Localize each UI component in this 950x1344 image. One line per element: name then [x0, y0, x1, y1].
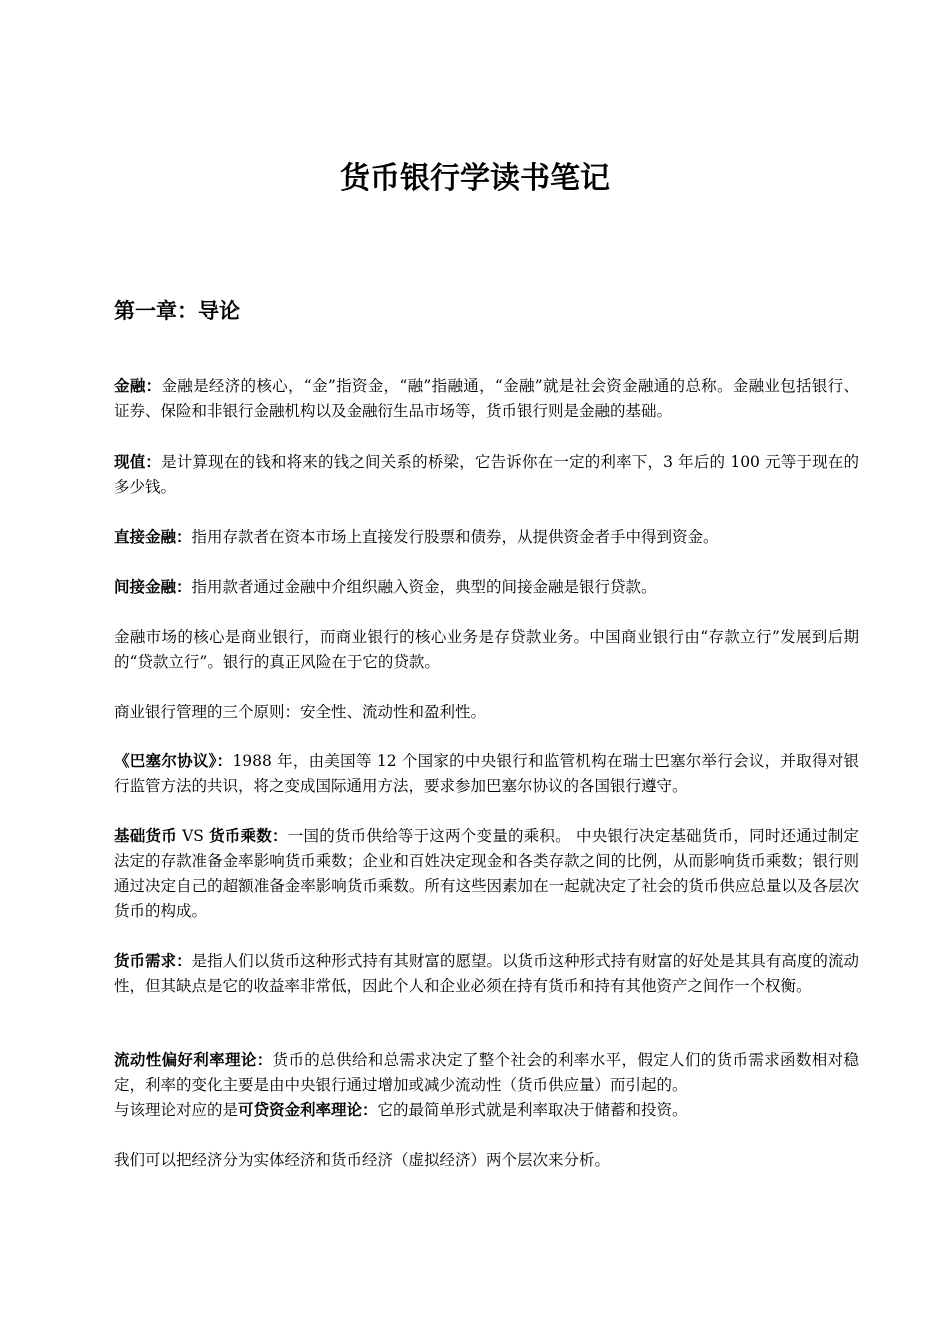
- paragraph-direct-finance: [114, 525, 859, 550]
- paragraph-text: 货币的总供给和总需求决定了整个社会的利率水平，假定人们的货币需求函数相对稳定，利率的变化主要是由中央银行通过增加或减少流动性（货币供应量）而引起的。: [114, 1051, 859, 1094]
- paragraph-text: 指用存款者在资本市场上直接发行股票和债券，从提供资金者手中得到资金。: [191, 528, 719, 546]
- paragraph-text: 一国的货币供给等于这两个变量的乘积。 中央银行决定基础货币，同时还通过制定法定的存款准备金率影响货币乘数；企业和百姓决定现金和各类存款之间的比例，从而影响货币乘数；银行则通过决定自己的超额准备金率影响货币乘数。所有这些因素加在一起就决定了社会的货币供应总量以及各层次货币的构成。: [114, 827, 859, 920]
- paragraph-indirect-finance: [114, 575, 859, 600]
- paragraph-monetary-base: [114, 824, 859, 924]
- term-label: 直接金融：: [114, 528, 192, 546]
- document-title: 货币银行学读书笔记: [340, 161, 610, 196]
- paragraph-text: 1988 年，由美国等 12 个国家的中央银行和监管机构在瑞士巴塞尔举行会议，并取得对银行监管方法的共识，将之变成国际通用方法，要求参加巴塞尔协议的各国银行遵守。: [114, 752, 859, 795]
- paragraph-finance: [114, 374, 859, 424]
- paragraph-text: 它的最简单形式就是利率取决于储蓄和投资。: [377, 1101, 688, 1119]
- term-label: 现值：: [114, 453, 162, 471]
- term-label: 金融：: [114, 377, 162, 395]
- paragraph-money-demand: [114, 949, 859, 999]
- paragraph-prefix: 与该理论对应的是: [114, 1101, 239, 1119]
- term-label: 间接金融：: [114, 578, 192, 596]
- term-label-b: 货币乘数：: [209, 827, 288, 845]
- paragraph-basel-accord: [114, 749, 859, 799]
- paragraph-economy-levels: [114, 1148, 859, 1173]
- term-connector: VS: [176, 827, 210, 845]
- term-label-a: 基础货币: [114, 827, 177, 845]
- paragraph-text: 商业银行管理的三个原则：安全性、流动性和盈利性。: [114, 703, 487, 721]
- paragraph-loanable-funds: [114, 1098, 859, 1123]
- paragraph-liquidity-preference: [114, 1048, 859, 1098]
- term-label: 流动性偏好利率理论：: [114, 1051, 273, 1069]
- paragraph-text: 是指人们以货币这种形式持有其财富的愿望。以货币这种形式持有财富的好处是其具有高度的流动性，但其缺点是它的收益率非常低，因此个人和企业必须在持有货币和持有其他资产之间作一个权衡。: [114, 952, 859, 995]
- paragraph-text: 指用款者通过金融中介组织融入资金，典型的间接金融是银行贷款。: [191, 578, 657, 596]
- term-label: 《巴塞尔协议》：: [114, 752, 233, 770]
- paragraph-commercial-banks: [114, 625, 859, 675]
- term-label: 可贷资金利率理论：: [238, 1101, 378, 1119]
- paragraph-bank-principles: [114, 700, 859, 725]
- paragraph-text: 金融市场的核心是商业银行，而商业银行的核心业务是存贷款业务。中国商业银行由“存款立行”发展到后期的“贷款立行”。银行的真正风险在于它的贷款。: [114, 628, 859, 671]
- paragraph-text: 金融是经济的核心，“金”指资金，“融”指融通，“金融”就是社会资金融通的总称。金融业包括银行、证券、保险和非银行金融机构以及金融衍生品市场等，货币银行则是金融的基础。: [114, 377, 859, 420]
- paragraph-present-value: [114, 450, 859, 500]
- paragraph-text: 我们可以把经济分为实体经济和货币经济（虚拟经济）两个层次来分析。: [114, 1151, 611, 1169]
- chapter-heading: 第一章：导论: [114, 299, 240, 323]
- term-label: 货币需求：: [114, 952, 192, 970]
- paragraph-text: 是计算现在的钱和将来的钱之间关系的桥梁，它告诉你在一定的利率下，3 年后的 100 元等于现在的多少钱。: [114, 453, 859, 496]
